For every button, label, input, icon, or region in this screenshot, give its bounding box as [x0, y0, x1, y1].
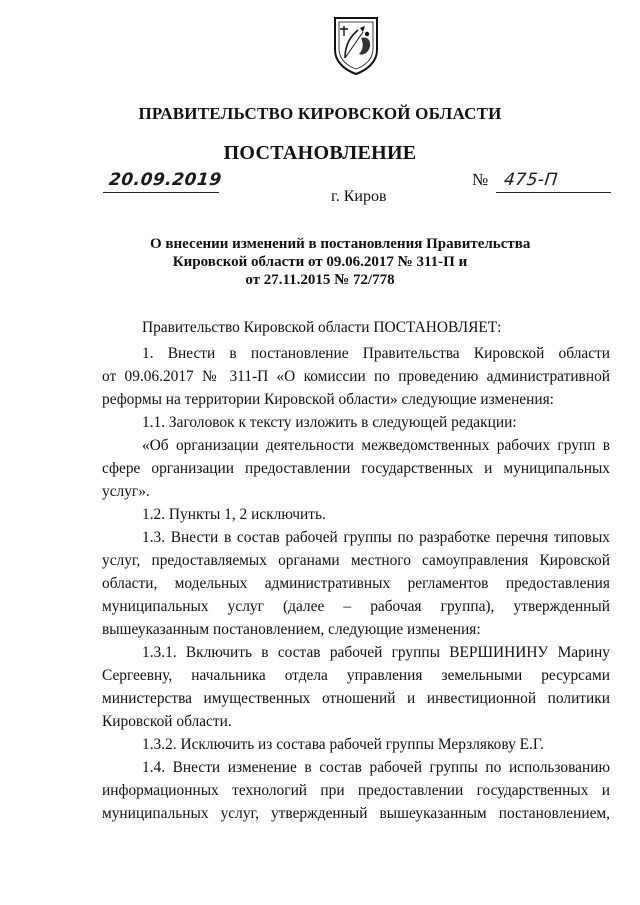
city-label: г. Киров — [331, 188, 387, 205]
body-line: «Об организации деятельности межведомственных рабочих групп в — [142, 437, 610, 454]
body-line: муниципальных услуг, утвержденный вышеуказанным постановлением, — [102, 805, 610, 822]
subject-line: Кировской области от 09.06.2017 № 311-П и — [172, 254, 468, 270]
body-line: вышеуказанным постановлением, следующие изменения: — [102, 621, 481, 638]
body-line: Правительство Кировской области ПОСТАНОВЛЯЕТ: — [142, 319, 502, 336]
number-field — [496, 168, 611, 193]
coat-of-arms-icon — [331, 14, 381, 76]
body-line: 1.3.1. Включить в состав рабочей группы ВЕРШИНИНУ Марину — [142, 644, 610, 661]
body-line: 1.3.2. Исключить из состава рабочей группы Мерзлякову Е.Г. — [142, 736, 544, 753]
body-line: 1.4. Внести изменение в состав рабочей группы по использованию — [142, 759, 610, 776]
body-line: услуг». — [102, 483, 150, 500]
body-line: реформы на территории Кировской области» следующие изменения: — [102, 391, 554, 408]
body-line: 1.3. Внести в состав рабочей группы по разработке перечня типовых — [142, 529, 610, 546]
body-line: министерства имущественных отношений и инвестиционной политики — [102, 690, 610, 707]
document-body — [102, 316, 610, 825]
body-line: услуг, предоставляемых органами местного самоуправления Кировской — [102, 552, 610, 569]
handwritten-number: 475-П — [502, 170, 559, 190]
date-field — [103, 168, 223, 193]
body-line: информационных технологий при предоставлении государственных и — [102, 782, 610, 799]
body-line: 1.1. Заголовок к тексту изложить в следующей редакции: — [142, 414, 517, 431]
government-title: ПРАВИТЕЛЬСТВО КИРОВСКОЙ ОБЛАСТИ — [138, 104, 502, 123]
document-subject — [150, 235, 531, 289]
body-line: от 09.06.2017 № 311-П «О комиссии по проведению административной — [102, 368, 610, 385]
body-line: сфере организации предоставлении государственных и муниципальных — [102, 460, 610, 477]
handwritten-date: 20.09.2019 — [107, 170, 223, 190]
subject-line: О внесении изменений в постановления Правительства — [150, 236, 531, 252]
subject-line: от 27.11.2015 № 72/778 — [245, 272, 395, 288]
body-line: 1.2. Пункты 1, 2 исключить. — [142, 506, 326, 523]
number-label: № — [472, 170, 489, 189]
body-line: Кировской области. — [102, 713, 232, 730]
body-line: Сергеевну, начальника отдела управления земельными ресурсами — [102, 667, 610, 684]
document-type: ПОСТАНОВЛЕНИЕ — [223, 142, 417, 164]
body-line: 1. Внести в постановление Правительства Кировской области — [142, 345, 610, 362]
body-line: области, модельных административных регламентов предоставления — [102, 575, 610, 592]
body-line: муниципальных услуг (далее – рабочая группа), утвержденный — [102, 598, 610, 615]
